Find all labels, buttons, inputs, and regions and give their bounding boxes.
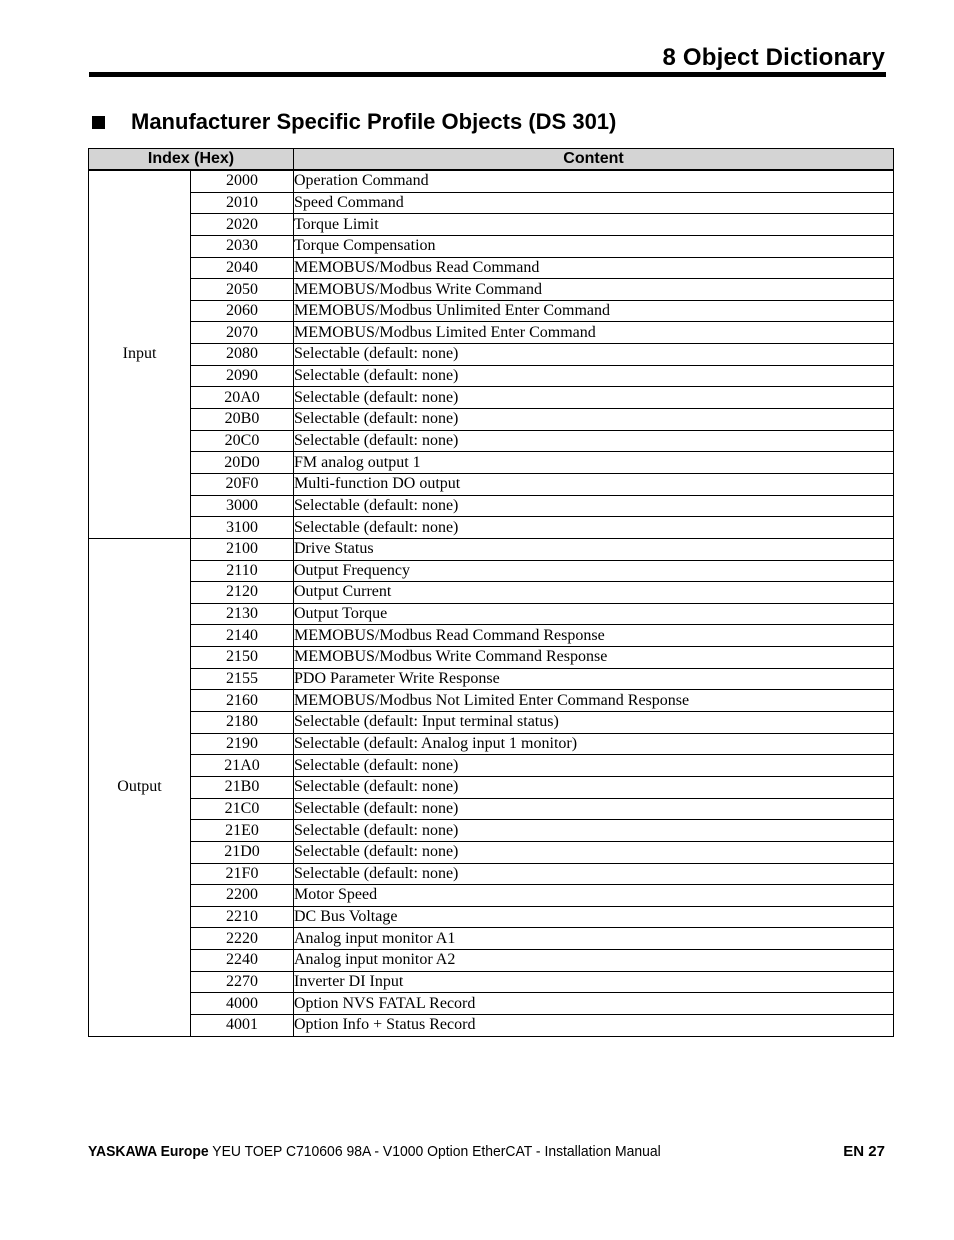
table-row bbox=[89, 776, 894, 798]
table-header-row bbox=[89, 149, 894, 171]
content-cell: Analog input monitor A1 bbox=[294, 928, 894, 950]
table-row bbox=[89, 971, 894, 993]
content-cell: Selectable (default: none) bbox=[294, 776, 894, 798]
index-cell: 20D0 bbox=[191, 452, 294, 474]
index-cell: 2240 bbox=[191, 950, 294, 972]
index-cell: 2110 bbox=[191, 560, 294, 582]
table-row bbox=[89, 647, 894, 669]
section-title: Manufacturer Specific Profile Objects (DS 301) bbox=[131, 109, 617, 134]
index-cell: 21E0 bbox=[191, 820, 294, 842]
table-row bbox=[89, 495, 894, 517]
index-cell: 2070 bbox=[191, 322, 294, 344]
table-row bbox=[89, 170, 894, 192]
index-cell: 2160 bbox=[191, 690, 294, 712]
index-cell: 2050 bbox=[191, 279, 294, 301]
index-cell: 3000 bbox=[191, 495, 294, 517]
content-cell: Option NVS FATAL Record bbox=[294, 993, 894, 1015]
table-row bbox=[89, 993, 894, 1015]
table-row bbox=[89, 885, 894, 907]
table-row bbox=[89, 300, 894, 322]
content-cell: MEMOBUS/Modbus Limited Enter Command bbox=[294, 322, 894, 344]
footer-company: YASKAWA Europe bbox=[88, 1143, 209, 1160]
content-cell: Analog input monitor A2 bbox=[294, 950, 894, 972]
table-row bbox=[89, 798, 894, 820]
square-bullet-icon bbox=[92, 116, 105, 129]
table-row bbox=[89, 906, 894, 928]
content-cell: MEMOBUS/Modbus Not Limited Enter Command Response bbox=[294, 690, 894, 712]
table-row bbox=[89, 538, 894, 560]
content-cell: MEMOBUS/Modbus Read Command bbox=[294, 257, 894, 279]
content-cell: Output Frequency bbox=[294, 560, 894, 582]
index-cell: 2090 bbox=[191, 365, 294, 387]
table-row bbox=[89, 430, 894, 452]
content-cell: DC Bus Voltage bbox=[294, 906, 894, 928]
page-number: EN 27 bbox=[843, 1143, 885, 1160]
index-cell: 2130 bbox=[191, 603, 294, 625]
column-header-content: Content bbox=[294, 149, 894, 171]
table-row bbox=[89, 690, 894, 712]
index-cell: 20B0 bbox=[191, 409, 294, 431]
content-cell: MEMOBUS/Modbus Write Command bbox=[294, 279, 894, 301]
index-cell: 2270 bbox=[191, 971, 294, 993]
table-row bbox=[89, 928, 894, 950]
content-cell: Torque Limit bbox=[294, 214, 894, 236]
chapter-heading: 8 Object Dictionary bbox=[662, 44, 885, 71]
index-cell: 2010 bbox=[191, 192, 294, 214]
index-cell: 2060 bbox=[191, 300, 294, 322]
index-cell: 21C0 bbox=[191, 798, 294, 820]
table-row bbox=[89, 841, 894, 863]
index-cell: 2150 bbox=[191, 647, 294, 669]
object-dictionary-table bbox=[88, 148, 894, 1037]
content-cell: Selectable (default: Input terminal status) bbox=[294, 712, 894, 734]
table-row bbox=[89, 409, 894, 431]
table-row bbox=[89, 322, 894, 344]
index-cell: 2030 bbox=[191, 235, 294, 257]
index-cell: 2220 bbox=[191, 928, 294, 950]
section-heading bbox=[92, 109, 616, 135]
content-cell: Selectable (default: none) bbox=[294, 798, 894, 820]
table-row bbox=[89, 560, 894, 582]
table-row bbox=[89, 625, 894, 647]
table-row bbox=[89, 603, 894, 625]
footer-text bbox=[88, 1143, 661, 1160]
group-label: Output bbox=[89, 538, 191, 1036]
content-cell: Speed Command bbox=[294, 192, 894, 214]
content-cell: Multi-function DO output bbox=[294, 473, 894, 495]
table-body bbox=[89, 170, 894, 1036]
index-cell: 21D0 bbox=[191, 841, 294, 863]
table-row bbox=[89, 344, 894, 366]
content-cell: PDO Parameter Write Response bbox=[294, 668, 894, 690]
table-row bbox=[89, 257, 894, 279]
index-cell: 4001 bbox=[191, 1014, 294, 1036]
index-cell: 2020 bbox=[191, 214, 294, 236]
table-row bbox=[89, 582, 894, 604]
table-row bbox=[89, 755, 894, 777]
content-cell: Selectable (default: none) bbox=[294, 863, 894, 885]
content-cell: Drive Status bbox=[294, 538, 894, 560]
content-cell: Output Torque bbox=[294, 603, 894, 625]
index-cell: 21F0 bbox=[191, 863, 294, 885]
content-cell: Torque Compensation bbox=[294, 235, 894, 257]
table-row bbox=[89, 192, 894, 214]
table-row bbox=[89, 712, 894, 734]
index-cell: 2200 bbox=[191, 885, 294, 907]
table-row bbox=[89, 452, 894, 474]
content-cell: Selectable (default: none) bbox=[294, 755, 894, 777]
index-cell: 2140 bbox=[191, 625, 294, 647]
content-cell: Selectable (default: none) bbox=[294, 820, 894, 842]
content-cell: Selectable (default: Analog input 1 monitor) bbox=[294, 733, 894, 755]
table-row bbox=[89, 733, 894, 755]
content-cell: Selectable (default: none) bbox=[294, 841, 894, 863]
index-cell: 2100 bbox=[191, 538, 294, 560]
table-row bbox=[89, 668, 894, 690]
index-cell: 2190 bbox=[191, 733, 294, 755]
index-cell: 2180 bbox=[191, 712, 294, 734]
content-cell: FM analog output 1 bbox=[294, 452, 894, 474]
index-cell: 21B0 bbox=[191, 776, 294, 798]
content-cell: Selectable (default: none) bbox=[294, 495, 894, 517]
table-row bbox=[89, 365, 894, 387]
content-cell: MEMOBUS/Modbus Write Command Response bbox=[294, 647, 894, 669]
table-row bbox=[89, 387, 894, 409]
index-cell: 2000 bbox=[191, 170, 294, 192]
content-cell: Inverter DI Input bbox=[294, 971, 894, 993]
content-cell: Selectable (default: none) bbox=[294, 517, 894, 539]
content-cell: MEMOBUS/Modbus Unlimited Enter Command bbox=[294, 300, 894, 322]
content-cell: Output Current bbox=[294, 582, 894, 604]
table-row bbox=[89, 279, 894, 301]
index-cell: 2120 bbox=[191, 582, 294, 604]
index-cell: 2210 bbox=[191, 906, 294, 928]
header-rule bbox=[89, 72, 886, 77]
content-cell: Operation Command bbox=[294, 170, 894, 192]
table-row bbox=[89, 214, 894, 236]
content-cell: Selectable (default: none) bbox=[294, 387, 894, 409]
table-row bbox=[89, 950, 894, 972]
index-cell: 2040 bbox=[191, 257, 294, 279]
index-cell: 4000 bbox=[191, 993, 294, 1015]
content-cell: Selectable (default: none) bbox=[294, 409, 894, 431]
group-label: Input bbox=[89, 170, 191, 538]
content-cell: Selectable (default: none) bbox=[294, 365, 894, 387]
table-row bbox=[89, 863, 894, 885]
index-cell: 2155 bbox=[191, 668, 294, 690]
content-cell: Option Info + Status Record bbox=[294, 1014, 894, 1036]
index-cell: 20C0 bbox=[191, 430, 294, 452]
table-row bbox=[89, 473, 894, 495]
content-cell: Selectable (default: none) bbox=[294, 430, 894, 452]
footer-document: YEU TOEP C710606 98A - V1000 Option EtherCAT - Installation Manual bbox=[208, 1143, 661, 1160]
table-row bbox=[89, 517, 894, 539]
content-cell: Selectable (default: none) bbox=[294, 344, 894, 366]
index-cell: 3100 bbox=[191, 517, 294, 539]
column-header-index: Index (Hex) bbox=[89, 149, 294, 171]
index-cell: 20A0 bbox=[191, 387, 294, 409]
table-row bbox=[89, 1014, 894, 1036]
table-row bbox=[89, 820, 894, 842]
content-cell: Motor Speed bbox=[294, 885, 894, 907]
table-row bbox=[89, 235, 894, 257]
index-cell: 2080 bbox=[191, 344, 294, 366]
content-cell: MEMOBUS/Modbus Read Command Response bbox=[294, 625, 894, 647]
index-cell: 21A0 bbox=[191, 755, 294, 777]
index-cell: 20F0 bbox=[191, 473, 294, 495]
